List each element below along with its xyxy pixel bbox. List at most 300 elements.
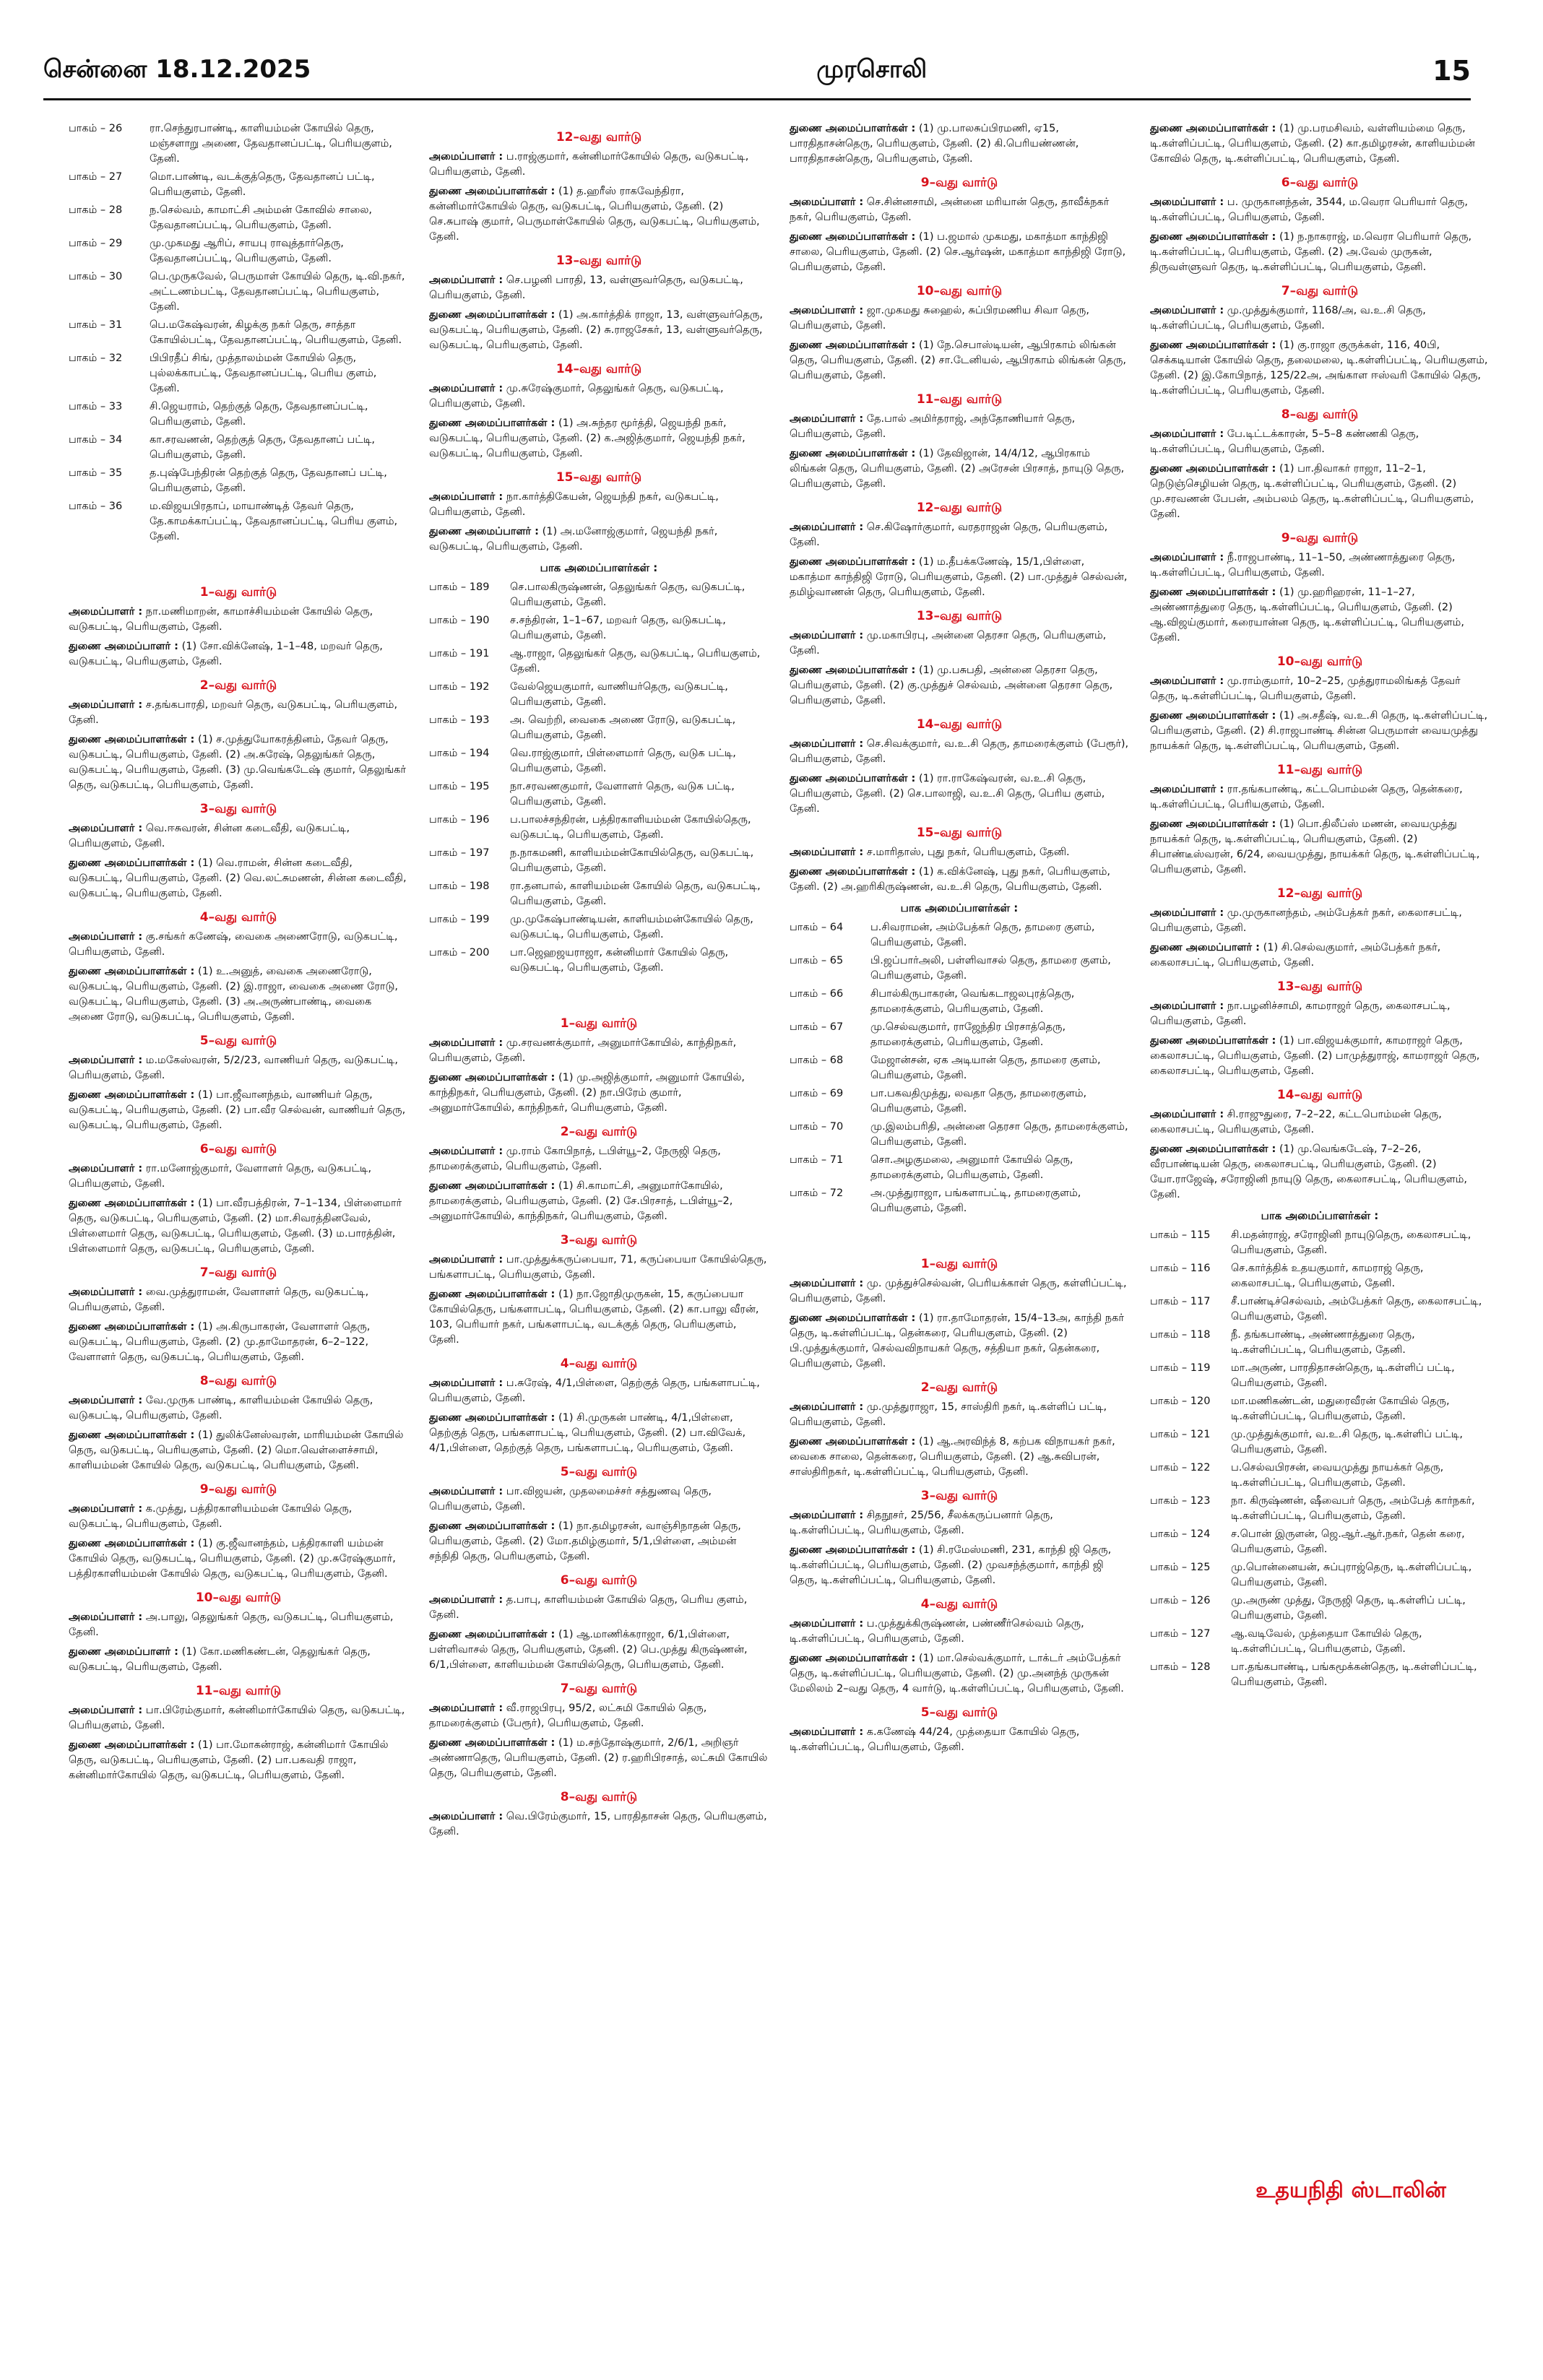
booth-number: பாகம் – 195 [429, 781, 490, 792]
organizer-details: (1) அ.கார்த்திக் ராஜா, 13, வள்ளுவர்தெரு, வடுகபட்டி, பெரியகுளம், தேனி. (2) சு.ராஜசேகர், 13, வள்ளுவர்தெரு, வடுகபட்டி, பெரியகுளம், தேனி. [429, 309, 763, 351]
ward-heading: 6–வது வார்டு [1281, 176, 1359, 190]
organizer-details: (1) மு.பாலசுப்பிரமணி, ஏ15, பாரதிதாசன்தெரு, பெரியகுளம், தேனி. (2) கி.பெரியண்ணன், பாரதிதாசன்தெரு, பெரியகுளம், தேனி. [790, 123, 1079, 165]
column-3 [790, 121, 1129, 2346]
role-label: அமைப்பாளர் : [69, 1705, 143, 1716]
ward-heading: 12–வது வார்டு [916, 501, 1003, 515]
booth-organizer: மு.செல்வகுமார், ராஜேந்திர பிரசாத்தெரு, தாமரைக்குளம், பெரியகுளம், தேனி. [870, 1021, 1066, 1048]
role-label: துணை அமைப்பாளர்கள் : [790, 665, 916, 676]
ward-heading: 10–வது வார்டு [916, 284, 1003, 298]
role-label: அமைப்பாளர் : [429, 1037, 503, 1049]
booth-number: பாகம் – 118 [1150, 1329, 1211, 1341]
page-number: 15 [1432, 55, 1471, 87]
booth-entry [69, 351, 408, 397]
booth-organizer: மு.அருண் முத்து, நேருஜி தெரு, டி.கள்ளிப் பட்டி, பெரியகுளம், தேனி. [1231, 1595, 1466, 1622]
organizer-entry [69, 1196, 408, 1257]
organizer-entry [1150, 121, 1490, 167]
booth-entry [69, 121, 408, 167]
booth-number: பாகம் – 196 [429, 814, 490, 826]
organizer-entry [429, 184, 769, 245]
ward-heading: 4–வது வார்டு [560, 1356, 638, 1371]
organizer-details: ரா.மனோஜ்குமார், வேளாளர் தெரு, வடுகபட்டி, பெரியகுளம், தேனி. [69, 1163, 372, 1190]
column-4 [1150, 121, 1490, 2346]
booth-organizer: அ.முத்துராஜா, பங்களாபட்டி, தாமரைகுளம், பெரியகுளம், தேனி. [870, 1187, 1081, 1214]
booth-organizer: ஆ.வடிவேல், முத்தையா கோயில் தெரு, டி.கள்ளிப்பட்டி, பெரியகுளம், தேனி. [1231, 1628, 1422, 1655]
booth-number: பாகம் – 200 [429, 947, 490, 959]
organizer-details: (1) வெ.ராமன், சின்ன கடைவீதி, வடுகபட்டி, பெரியகுளம், தேனி. (2) வெ.லட்சுமணன், சின்ன கடைவீதி, வடுகபட்டி, பெரியகுளம், தேனி. [69, 857, 407, 899]
organizer-details: (1) மா.செல்வக்குமார், டாக்டர் அம்பேத்கர் தெரு, டி.கள்ளிப்பட்டி, பெரியகுளம், தேனி. (2) மு.அனந்த் முருகன் மேலிலம் 2–வது தெரு, 4 வார்டு, டி.கள்ளிப்பட்டி, பெரியகுளம், தேனி. [790, 1653, 1124, 1695]
page-header [43, 51, 1471, 100]
role-label: அமைப்பாளர் : [429, 383, 503, 394]
booth-entry [429, 646, 769, 677]
organizer-details: த.பாபு, காளியம்மன் கோயில் தெரு, பெரிய குளம், தேனி. [429, 1594, 748, 1621]
role-label: துணை அமைப்பாளர்கள் : [69, 1089, 195, 1101]
ward-heading: 6–வது வார்டு [560, 1573, 638, 1588]
organizer-entry [69, 1645, 408, 1675]
organizer-entry [429, 1627, 769, 1673]
role-label: அமைப்பாளர் : [69, 931, 143, 943]
organizer-details: (1) ஆ.அரவிந்த் 8, கற்பக விநாயகர் நகர், வைகை சாலை, தென்கரை, பெரியகுளம், தேனி. (2) ஆ.சுவிபரன், சாஸ்திரிநகர், டி.கள்ளிப்பட்டி, பெரியகுளம், தேனி. [790, 1436, 1115, 1478]
booth-number: பாகம் – 127 [1150, 1628, 1211, 1640]
booth-number: பாகம் – 36 [69, 501, 123, 512]
booth-organizer: மா.மணிகண்டன், மதுரைவீரன் கோயில் தெரு, டி.கள்ளிப்பட்டி, பெரியகுளம், தேனி. [1231, 1395, 1450, 1422]
organizer-entry [790, 1276, 1129, 1307]
organizer-entry [790, 121, 1129, 167]
role-label: அமைப்பாளர் : [790, 1278, 864, 1289]
organizer-entry [429, 1484, 769, 1515]
organizer-details: பா.பிரேம்குமார், கன்னிமார்கோயில் தெரு, வடுகபட்டி, பெரியகுளம், தேனி. [69, 1705, 405, 1731]
organizer-details: மு.முத்துராஜா, 15, சாஸ்திரி நகர், டி.கள்ளிப் பட்டி, பெரியகுளம், தேனி. [790, 1401, 1107, 1428]
organizer-entry [790, 412, 1129, 442]
ward-heading: 8–வது வார்டு [199, 1374, 277, 1388]
role-label: அமைப்பாளர் : [69, 1163, 143, 1174]
ward-heading: 9–வது வார்டு [1281, 531, 1359, 545]
organizer-details: (1) அ.கிருபாகரன், வேளாளர் தெரு, வடுகபட்டி, பெரியகுளம், தேனி. (2) மு.தாமோதரன், 6–2–122, வேளாளர் தெரு, வடுகபட்டி, பெரியகுளம், தேனி. [69, 1321, 371, 1363]
organizer-entry [790, 663, 1129, 709]
organizer-entry [429, 1809, 769, 1840]
booth-organizer: ந.நாகமணி, காளியம்மன்கோயில்தெரு, வடுகபட்டி, பெரியகுளம், தேனி. [510, 847, 754, 874]
ward-heading: 4–வது வார்டு [920, 1597, 998, 1611]
organizer-details: ப.சுரேஷ், 4/1,பிள்ளை, தெற்குத் தெரு, பங்களாபட்டி, பெரியகுளம், தேனி. [429, 1377, 760, 1404]
organizer-entry [790, 845, 1129, 860]
role-label: துணை அமைப்பாளர்கள் : [790, 1544, 916, 1556]
booth-organizer: ப.சிவராமன், அம்பேத்கர் தெரு, தாமரை குளம், பெரியகுளம், தேனி. [870, 922, 1095, 948]
booth-organizer: பிபிரதீப் சிங், முத்தாலம்மன் கோயில் தெரு, புல்லக்காபட்டி, தேவதானப்பட்டி, பெரிய குளம், தேனி. [150, 352, 377, 394]
booth-number: பாகம் – 29 [69, 238, 123, 249]
booth-organizer: சீ.பாண்டிச்செல்வம், அம்பேத்கர் தெரு, கைலாசபட்டி, பெரியகுளம், தேனி. [1231, 1296, 1482, 1323]
booth-number: பாகம் – 70 [790, 1121, 844, 1133]
organizer-entry [790, 1543, 1129, 1588]
organizer-entry [429, 1701, 769, 1731]
organizer-details: (1) நா.தமிழரசன், வாஞ்சிநாதன் தெரு, பெரியகுளம், தேனி. (2) மோ.தமிழ்குமார், 5/1,பிள்ளை, அம்மன் சந்நிதி தெரு, பெரியகுளம், தேனி. [429, 1520, 741, 1562]
ward-heading: 1–வது வார்டு [560, 1016, 638, 1031]
organizer-details: நீ.ராஜபாண்டி, 11–1–50, அண்ணாத்துரை தெரு, டி.கள்ளிப்பட்டி, பெரியகுளம், தேனி. [1150, 552, 1456, 579]
booth-organizer: த.புஷ்பேந்திரன் தெற்குத் தெரு, தேவதானப் பட்டி, பெரியகுளம், தேனி. [150, 467, 387, 494]
organizer-details: (1) த.ஹரீஸ் ராகவேந்திரா, கன்னிமார்கோயில் தெரு, வடுகபட்டி, பெரியகுளம், தேனி. (2) செ.சுபாஷ் குமார், பெருமாள்கோயில் தெரு, வடுகபட்டி, பெரியகுளம், தேனி. [429, 186, 760, 243]
role-label: துணை அமைப்பாளர்கள் : [1150, 710, 1276, 722]
role-label: துணை அமைப்பாளர்கள் : [790, 339, 916, 351]
organizer-entry [69, 1088, 408, 1133]
organizer-details: (1) பா.ஜீவானந்தம், வாணியர் தெரு, வடுகபட்டி, பெரியகுளம், தேனி. (2) பா.வீர செல்வன், வாணியர் தெரு, வடுகபட்டி, பெரியகுளம், தேனி. [69, 1089, 406, 1131]
role-label: அமைப்பாளர் : [69, 606, 143, 618]
column-1 [69, 121, 408, 2346]
organizer-entry [790, 628, 1129, 659]
organizer-entry [790, 1617, 1129, 1647]
organizer-entry [69, 1536, 408, 1582]
organizer-entry [429, 1287, 769, 1348]
role-label: அமைப்பாளர் : [1150, 1109, 1224, 1120]
booth-number: பாகம் – 193 [429, 714, 490, 726]
organizer-details: ச.தங்கபாரதி, மறவர் தெரு, வடுகபட்டி, பெரியகுளம், தேனி. [69, 699, 398, 726]
organizer-details: ரா.தங்கபாண்டி, கட்டபொம்மன் தெரு, தென்கரை, டி.கள்ளிப்பட்டி, பெரியகுளம், தேனி. [1150, 784, 1463, 810]
booth-entry [429, 945, 769, 976]
organizer-details: (1) அ.சதீஷ், வ.உ.சி தெரு, டி.கள்ளிப்பட்டி, பெரியகுளம், தேனி. (2) சி.ராஜபாண்டி சின்ன பெருமாள் வையமுத்து நாயக்கர் தெரு, டி.கள்ளிப்பட்டி, பெரியகுளம், தேனி. [1150, 710, 1488, 752]
ward-heading: 15–வது வார்டு [916, 826, 1003, 840]
booth-number: பாகம் – 125 [1150, 1562, 1211, 1573]
booth-organizer: அ. வெற்றி, வைகை அணை ரோடு, வடுகபட்டி, பெரியகுளம், தேனி. [510, 714, 736, 741]
role-label: அமைப்பாளர் : [790, 1726, 864, 1738]
organizer-entry [790, 1651, 1129, 1697]
organizer-details: (1) க.விக்னேஷ், புது நகர், பெரியகுளம், தேனி. (2) அ.ஹரிகிருஷ்ணன், வ.உ.சி தெரு, பெரியகுளம், தேனி. [790, 866, 1110, 893]
booth-entry [429, 713, 769, 743]
organizer-entry [429, 381, 769, 412]
booth-number: பாகம் – 66 [790, 988, 844, 1000]
role-label: துணை அமைப்பாளர்கள் : [790, 773, 916, 784]
role-label: துணை அமைப்பாளர்கள் : [429, 417, 556, 429]
ward-heading: 10–வது வார்டு [195, 1591, 282, 1605]
booth-number: பாகம் – 123 [1150, 1495, 1211, 1507]
booth-number: பாகம் – 128 [1150, 1661, 1211, 1673]
organizer-entry [429, 524, 769, 555]
organizer-details: பா.முத்துக்கருப்பையா, 71, கருப்பையா கோயில்தெரு, பங்களாபட்டி, பெரியகுளம், தேனி. [429, 1254, 767, 1281]
organizer-details: தே.பால் அமிர்தராஜ், அந்தோணியார் தெரு, பெரியகுளம், தேனி. [790, 413, 1076, 440]
role-label: துணை அமைப்பாளர் : [69, 641, 178, 652]
booth-organizer: நா.சரவணகுமார், வேளாளர் தெரு, வடுக பட்டி, பெரியகுளம், தேனி. [510, 781, 735, 808]
role-label: துணை அமைப்பாளர்கள் : [429, 1629, 556, 1640]
organizer-details: மு.முத்துக்குமார், 1168/அ, வ.உ.சி தெரு, டி.கள்ளிப்பட்டி, பெரியகுளம், தேனி. [1150, 305, 1426, 332]
organizer-details: (1) தேவிஜான், 14/4/12, ஆபிரகாம் லிங்கன் தெரு, பெரியகுளம், தேனி. (2) அரேசன் பிரசாத், நாயுடு தெரு, பெரியகுளம், தேனி. [790, 448, 1125, 490]
organizer-details: நா.கார்த்திகேயன், ஜெயந்தி நகர், வடுகபட்டி, பெரியகுளம், தேனி. [429, 491, 719, 518]
organizer-entry [1150, 303, 1490, 334]
organizer-entry [790, 1725, 1129, 1755]
organizer-details: (1) நே.செபாஸ்டியன், ஆபிரகாம் லிங்கன் தெரு, பெரியகுளம், தேனி. (2) சா.டேனியல், ஆபிரகாம் லிங்கன் தெரு, பெரியகுளம், தேனி. [790, 339, 1127, 381]
organizer-entry [790, 303, 1129, 334]
organizer-entry [1150, 817, 1490, 878]
organizer-entry [429, 1593, 769, 1623]
booth-organizer: மு.முகேஷ்பாண்டியன், காளியம்மன்கோயில் தெரு, வடுகபட்டி, பெரியகுளம், தேனி. [510, 914, 753, 940]
header-date: சென்னை 18.12.2025 [43, 55, 311, 84]
role-label: துணை அமைப்பாளர்கள் : [69, 857, 195, 869]
organizer-entry [429, 150, 769, 180]
organizer-details: (1) பொ.திலீப்ஸ் மணன், வையமுத்து நாயக்கர் தெரு, டி.கள்ளிப்பட்டி, பெரியகுளம், தேனி. (2) சிபாண்டீஸ்வரன், 6/24, வையமுத்து, நாயக்கர் தெரு, டி.கள்ளிப்பட்டி, பெரியகுளம், தேனி. [1150, 818, 1480, 875]
role-label: அமைப்பாளர் : [69, 1055, 143, 1066]
organizer-details: வீ.ராஜபிரபு, 95/2, லட்சுமி கோயில் தெரு, தாமரைக்குளம் (பேரூர்), பெரியகுளம், தேனி. [429, 1702, 707, 1729]
booth-entry [790, 987, 1129, 1017]
organizer-entry [429, 1179, 769, 1224]
booth-number: பாகம் – 30 [69, 271, 123, 282]
organizer-details: (1) சி.காமாட்சி, அனுமார்கோயில், தாமரைக்குளம், பெரியகுளம், தேனி. (2) சே.பிரசாத், டபிள்யூ–2, அனுமார்கோயில், காந்திநகர், பெரியகுளம், தேனி. [429, 1180, 733, 1222]
role-label: துணை அமைப்பாளர்கள் : [1150, 818, 1276, 830]
booth-number: பாகம் – 27 [69, 171, 123, 183]
organizer-entry [69, 1320, 408, 1365]
ward-heading: 12–வது வார்டு [1276, 886, 1363, 901]
role-label: அமைப்பாளர் : [429, 1486, 503, 1497]
booth-organizer: பா.ஜெஹஜயராஜா, கன்னிமார் கோயில் தெரு, வடுகபட்டி, பெரியகுளம், தேனி. [510, 947, 729, 974]
role-label: அமைப்பாளர் : [790, 413, 864, 425]
booth-entry [790, 953, 1129, 984]
booth-organizer: மு.இலம்பரிதி, அன்னை தெரசா தெரு, தாமரைக்குளம், பெரியகுளம், தேனி. [870, 1121, 1128, 1148]
booth-entry [69, 236, 408, 267]
role-label: அமைப்பாளர் : [429, 151, 503, 163]
organizer-details: வெ.ஈசுவரன், சின்ன கடைவீதி, வடுகபட்டி, பெரியகுளம், தேனி. [69, 823, 350, 849]
newspaper-name: முரசொலி [816, 55, 928, 84]
organizer-details: (1) துலிக்னேஸ்வரன், மாரியம்மன் கோயில் தெரு, வடுகபட்டி, பெரியகுளம், தேனி. (2) மொ.வெள்ளைச்சாமி, காளியம்மன் கோயில் தெரு, வடுகபட்டி, பெரியகுளம், தேனி. [69, 1429, 404, 1471]
organizer-entry [69, 964, 408, 1025]
organizer-details: சி.ராஜுதுரை, 7–2–22, கட்டபொம்மன் தெரு, கைலாசபட்டி, பெரியகுளம், தேனி. [1150, 1109, 1442, 1135]
organizer-entry [1150, 782, 1490, 813]
ward-heading: 1–வது வார்டு [920, 1257, 998, 1271]
role-label: அமைப்பாளர் : [1150, 907, 1224, 919]
organizer-entry [429, 1736, 769, 1781]
organizer-details: (1) அ.சுந்தர மூர்த்தி, ஜெயந்தி நகர், வடுகபட்டி, பெரியகுளம், தேனி. (2) க.அஜித்குமார், ஜெயந்தி நகர், வடுகபட்டி, பெரியகுளம், தேனி. [429, 417, 745, 459]
ward-heading: 14–வது வார்டு [556, 362, 642, 376]
ward-heading: 5–வது வார்டு [199, 1034, 277, 1048]
booth-organizer: பெ.மகேஷ்வரன், கிழக்கு நகர் தெரு, சாத்தா கோயில்பட்டி, தேவதானப்பட்டி, பெரியகுளம், தேனி. [150, 319, 402, 346]
role-label: துணை அமைப்பாளர்கள் : [1150, 339, 1276, 351]
booth-entry [1150, 1328, 1490, 1358]
organizer-details: (1) உ.அனுத், வைகை அணைரோடு, வடுகபட்டி, பெரியகுளம், தேனி. (2) இ.ராஜா, வைகை அணை ரோடு, வடுகபட்டி, பெரியகுளம், தேனி. (3) அ.அருண்பாண்டி, வைகை அணை ரோடு, வடுகபட்டி, பெரியகுளம், தேனி. [69, 966, 399, 1023]
role-label: துணை அமைப்பாளர்கள் : [429, 1289, 556, 1300]
ward-heading: 4–வது வார்டு [199, 910, 277, 925]
role-label: துணை அமைப்பாளர்கள் : [790, 448, 916, 459]
organizer-entry [69, 1161, 408, 1192]
booth-number: பாகம் – 35 [69, 467, 123, 479]
organizer-entry [790, 1508, 1129, 1539]
organizer-details: வே.முருக பாண்டி, காளியம்மன் கோயில் தெரு, வடுகபட்டி, பெரியகுளம், தேனி. [69, 1395, 373, 1421]
organizer-details: (1) கோ.மணிகண்டன், தெலுங்கர் தெரு, வடுகபட்டி, பெரியகுளம், தேனி. [69, 1646, 371, 1673]
booth-entry [1150, 1627, 1490, 1657]
booth-number: பாகம் – 64 [790, 922, 844, 933]
organizer-details: (1) ஆ.மாணிக்கராஜா, 6/1,பிள்ளை, பள்ளிவாசல் தெரு, பெரியகுளம், தேனி. (2) பெ.முத்து கிருஷ்ணன், 6/1,பிள்ளை, காளியம்மன் கோயில்தெரு, பெரியகுளம், தேனி. [429, 1629, 748, 1671]
booth-organizer: வெ.ராஜ்குமார், பிள்ளைமார் தெரு, வடுக பட்டி, பெரியகுளம், தேனி. [510, 748, 736, 774]
role-label: அமைப்பாளர் : [790, 305, 864, 316]
booth-entry [1150, 1461, 1490, 1491]
booth-number: பாகம் – 32 [69, 352, 123, 364]
organizer-entry [69, 1285, 408, 1315]
organizer-entry [1150, 1034, 1490, 1079]
role-label: அமைப்பாளர் : [790, 630, 864, 641]
organizer-entry [1150, 906, 1490, 936]
booth-organizer: நா. கிருஷ்ணன், ஷீவைபர் தெரு, அம்பேத் கார்நகர், டி.கள்ளிப்பட்டி, பெரியகுளம், தேனி. [1231, 1495, 1475, 1522]
organizer-details: (1) ப.ஜமால் முகமது, மகாத்மா காந்திஜி சாலை, பெரியகுளம், தேனி. (2) செ.ஆர்ஷன், மகாத்மா காந்திஜி ரோடு, பெரியகுளம், தேனி. [790, 231, 1126, 273]
ward-heading: 5–வது வார்டு [560, 1465, 638, 1479]
organizer-details: (1) பா.திவாகர் ராஜா, 11–2–1, நெடுஞ்செழியன் தெரு, டி.கள்ளிப்பட்டி, பெரியகுளம், தேனி. (2) மு.சரவணன் பேபன், அம்பலம் தெரு, டி.கள்ளிப்பட்டி, பெரியகுளம், தேனி. [1150, 463, 1474, 520]
booth-entry [1150, 1261, 1490, 1291]
organizer-details: மு. முத்துச்செல்வன், பெரியக்காள் தெரு, கள்ளிப்பட்டி, பெரியகுளம், தேனி. [790, 1278, 1127, 1304]
booth-organizer: ப.செல்வபிரசன், வையமுத்து நாயக்கர் தெரு, டி.கள்ளிப்பட்டி, பெரியகுளம், தேனி. [1231, 1462, 1444, 1489]
booth-number: பாகம் – 33 [69, 401, 123, 412]
organizer-details: (1) ரா.தாமோதரன், 15/4–13அ, காந்தி நகர் தெரு, டி.கள்ளிப்பட்டி, தென்கரை, பெரியகுளம், தேனி. (2) பி.முத்துக்குமார், செல்வவிநாயகர் தெரு, சத்தியா நகர், தென்கரை, பெரியகுளம், தேனி. [790, 1312, 1124, 1369]
booth-number: பாகம் – 67 [790, 1021, 844, 1033]
booth-number: பாகம் – 191 [429, 648, 490, 659]
booth-number: பாகம் – 65 [790, 955, 844, 966]
role-label: அமைப்பாளர் : [429, 1811, 503, 1822]
booth-number: பாகம் – 190 [429, 615, 490, 626]
role-label: அமைப்பாளர் : [790, 1510, 864, 1521]
organizer-details: மு.சுரேஷ்குமார், தெலுங்கர் தெரு, வடுகபட்டி, பெரியகுளம், தேனி. [429, 383, 724, 410]
organizer-entry [429, 1036, 769, 1066]
organizer-details: (1) பா.மோகன்ராஜ், கன்னிமார் கோயில் தெரு, வடுகபட்டி, பெரியகுளம், தேனி. (2) பா.பகவதி ராஜா, கன்னிமார்கோயில் தெரு, வடுகபட்டி, பெரியகுளம், தேனி. [69, 1739, 389, 1781]
organizer-entry [1150, 940, 1490, 971]
ward-heading: 5–வது வார்டு [920, 1705, 998, 1720]
organizer-details: ச.மாரிதாஸ், புது நகர், பெரியகுளம், தேனி. [866, 847, 1070, 858]
booth-number: பாகம் – 28 [69, 204, 123, 216]
organizer-details: க.முத்து, பத்திரகாளியம்மன் கோயில் தெரு, வடுகபட்டி, பெரியகுளம், தேனி. [69, 1503, 353, 1530]
spacer [429, 979, 769, 1008]
booth-organizer: பெ.முருகவேல், பெருமாள் கோயில் தெரு, டி.வி.நகர், அட்டணம்பட்டி, தேவதானப்பட்டி, பெரியகுளம், தேனி. [150, 271, 405, 313]
booth-number: பாகம் – 72 [790, 1187, 844, 1199]
booth-entry [69, 499, 408, 545]
ward-heading: 2–வது வார்டு [199, 678, 277, 693]
organizer-details: (1) ச.முத்துயோகரத்தினம், தேவர் தெரு, வடுகபட்டி, பெரியகுளம், தேனி. (2) அ.சுரேஷ், தெலுங்கர் தெரு, வடுகபட்டி, பெரியகுளம், தேனி. (3) மு.வெங்கடேஷ் குமார், தெலுங்கர் தெரு, வடுகபட்டி, பெரியகுளம், தேனி. [69, 734, 406, 791]
organizer-entry [69, 1703, 408, 1734]
organizer-details: (1) மு.வெங்கடேஷ், 7–2–26, வீரபாண்டியன் தெரு, கைலாசபட்டி, பெரியகுளம், தேனி. (2) யோ.ராஜேஷ், சரோஜினி நாயுடு தெரு, கைலாசபட்டி, பெரியகுளம், தேனி. [1150, 1143, 1467, 1200]
organizer-entry [429, 273, 769, 303]
spacer [69, 548, 408, 576]
booth-entry [429, 580, 769, 610]
organizer-entry [1150, 585, 1490, 646]
role-label: அமைப்பாளர் : [790, 1401, 864, 1413]
booth-organizer: செ.பாலகிருஷ்ணன், தெலுங்கர் தெரு, வடுகபட்டி, பெரியகுளம், தேனி. [510, 581, 745, 608]
organizer-details: நா.பழனிச்சாமி, காமராஜர் தெரு, கைலாசபட்டி, பெரியகுளம், தேனி. [1150, 1000, 1451, 1027]
role-label: அமைப்பாளர் : [790, 1618, 864, 1630]
booth-organizer: மு.முகமது ஆரிப், சாயபு ராவுத்தார்தெரு, தேவதானப்பட்டி, பெரியகுளம், தேனி. [150, 238, 344, 264]
booth-entry [69, 399, 408, 430]
role-label: அமைப்பாளர் : [69, 699, 143, 711]
booth-number: பாகம் – 124 [1150, 1528, 1211, 1540]
organizer-details: செ.பழனி பாரதி, 13, வள்ளுவர்தெரு, வடுகபட்டி, பெரியகுளம், தேனி. [429, 274, 743, 301]
booth-entry [790, 1020, 1129, 1050]
role-label: துணை அமைப்பாளர்கள் : [790, 231, 916, 243]
organizer-entry [1150, 674, 1490, 704]
role-label: துணை அமைப்பாளர்கள் : [69, 1321, 195, 1333]
booth-entry [429, 613, 769, 644]
organizer-details: (1) ம.தீபக்கணேஷ், 15/1,பிள்ளை, மகாத்மா காந்திஜி ரோடு, பெரியகுளம், தேனி. (2) பா.முத்துச் செல்வன், தமிழ்வாணன் தெரு, பெரியகுளம், தேனி. [790, 556, 1128, 598]
organizer-details: மு.சரவணக்குமார், அனுமார்கோயில், காந்திநகர், பெரியகுளம், தேனி. [429, 1037, 737, 1064]
booth-entry [429, 680, 769, 710]
role-label: அமைப்பாளர் : [790, 847, 864, 858]
ward-heading: 2–வது வார்டு [920, 1380, 998, 1395]
booth-organizer: செ.கார்த்திக் உதயகுமார், காமராஜ் தெரு, கைலாசபட்டி, பெரியகுளம், தேனி. [1231, 1263, 1424, 1289]
organizer-details: மு.மகாபிரபு, அன்னை தெரசா தெரு, பெரியகுளம், தேனி. [790, 630, 1107, 657]
role-label: துணை அமைப்பாளர்கள் : [429, 1520, 556, 1532]
ward-heading: 7–வது வார்டு [199, 1265, 277, 1280]
organizer-entry [69, 1502, 408, 1532]
booth-organizer: ச.பொன் இருளன், ஜெ.ஆர்.ஆர்.நகர், தென் கரை, பெரியகுளம், தேனி. [1231, 1528, 1465, 1555]
booth-number: பாகம் – 197 [429, 847, 490, 859]
role-label: அமைப்பாளர் : [69, 1611, 143, 1623]
role-label: அமைப்பாளர் : [790, 738, 864, 750]
role-label: அமைப்பாளர் : [429, 1702, 503, 1714]
role-label: துணை அமைப்பாளர்கள் : [429, 1737, 556, 1749]
organizer-entry [790, 520, 1129, 550]
organizer-entry [1150, 550, 1490, 581]
booth-organizer: சி.ஜெயராம், தெற்குத் தெரு, தேவதானப்பட்டி, பெரியகுளம், தேனி. [150, 401, 368, 428]
ward-heading: 3–வது வார்டு [920, 1489, 998, 1503]
spacer [790, 1219, 1129, 1248]
organizer-details: (1) பா.வீரபத்திரன், 7–1–134, பிள்ளைமார் தெரு, வடுகபட்டி, பெரியகுளம், தேனி. (2) மா.சிவரத்தினவேல், பிள்ளைமார் தெரு, வடுகபட்டி, பெரியகுளம், தேனி. (3) ம.பாரத்தின், பிள்ளைமார் தெரு, வடுகபட்டி, பெரியகுளம், தேனி. [69, 1198, 402, 1255]
organizer-details: (1) சி.செல்வகுமார், அம்பேத்கர் நகர், கைலாசபட்டி, பெரியகுளம், தேனி. [1150, 942, 1441, 969]
booth-organizer: ரா.தனபால், காளியம்மன் கோயில் தெரு, வடுகபட்டி, பெரியகுளம், தேனி. [510, 880, 761, 907]
organizer-entry [1150, 462, 1490, 522]
organizer-details: (1) சோ.விக்னேஷ், 1–1–48, மறவர் தெரு, வடுகபட்டி, பெரியகுளம், தேனி. [69, 641, 383, 667]
organizer-details: செ.கிஷோர்குமார், வரதராஜன் தெரு, பெரியகுளம், தேனி. [790, 522, 1108, 548]
booth-number: பாகம் – 126 [1150, 1595, 1211, 1606]
booth-entry [1150, 1527, 1490, 1557]
organizer-details: (1) சி.முருகன் பாண்டி, 4/1,பிள்ளை, தெற்குத் தெரு, பங்களாபட்டி, பெரியகுளம், தேனி. (2) பா.விவேக், 4/1,பிள்ளை, தெற்குத் தெரு, பங்களாபட்டி, பெரியகுளம், தேனி. [429, 1412, 746, 1454]
ward-heading: 7–வது வார்டு [560, 1682, 638, 1696]
booth-entry [1150, 1560, 1490, 1591]
organizer-entry [790, 195, 1129, 225]
ward-heading: 11–வது வார்டு [1276, 763, 1363, 777]
booth-entry [1150, 1361, 1490, 1391]
booth-organizer: சிபால்கிருபாகரன், வெங்கடாஜலபுரத்தெரு, தாமரைக்குளம், பெரியகுளம், தேனி. [870, 988, 1075, 1015]
organizer-details: (1) மு.அஜித்குமார், அனுமார் கோயில், காந்திநகர், பெரியகுளம், தேனி. (2) நா.பிரேம் குமார், அனுமார்கோயில், காந்திநகர், பெரியகுளம், தேனி. [429, 1072, 745, 1114]
booth-entry [429, 879, 769, 909]
role-label: அமைப்பாளர் : [69, 823, 143, 834]
booth-entry [69, 318, 408, 348]
section-heading: பாக அமைப்பாளர்கள் : [1261, 1209, 1379, 1222]
organizer-details: (1) சி.ரமேஸ்மணி, 231, காந்தி ஜி தெரு, டி.கள்ளிப்பட்டி, பெரியகுளம், தேனி. (2) முவசந்த்குமார், காந்தி ஜி தெரு, டி.கள்ளிப்பட்டி, பெரியகுளம், தேனி. [790, 1544, 1112, 1586]
organizer-entry [429, 308, 769, 353]
booth-entry [1150, 1593, 1490, 1624]
organizer-details: (1) ந.நாகராஜ், ம.வெரா பெரியார் தெரு, டி.கள்ளிப்பட்டி, பெரியகுளம், தேனி. (2) அ.வேல் முருகன், திருவள்ளுவர் தெரு, டி.கள்ளிப்பட்டி, பெரியகுளம், தேனி. [1150, 231, 1472, 273]
booth-entry [429, 813, 769, 843]
booth-entry [69, 433, 408, 463]
organizer-entry [69, 732, 408, 793]
booth-number: பாகம் – 119 [1150, 1362, 1211, 1374]
booth-number: பாகம் – 26 [69, 123, 123, 134]
booth-number: பாகம் – 120 [1150, 1395, 1211, 1407]
booth-organizer: சொ.அழகுமலை, அனுமார் கோயில் தெரு, தாமரைக்குளம், பெரியகுளம், தேனி. [870, 1154, 1073, 1181]
organizer-entry [429, 1070, 769, 1116]
organizer-details: செ.சின்னசாமி, அன்னை மரியான் தெரு, தாவீக்நகர் நகர், பெரியகுளம், தேனி. [790, 196, 1110, 223]
booth-organizer: பி.ஜப்பார்அலி, பள்ளிவாசல் தெரு, தாமரை குளம், பெரியகுளம், தேனி. [870, 955, 1111, 982]
organizer-entry [69, 1610, 408, 1640]
booth-number: பாகம் – 192 [429, 681, 490, 693]
role-label: அமைப்பாளர் : [790, 196, 864, 208]
role-label: அமைப்பாளர் : [1150, 784, 1224, 795]
ward-heading: 13–வது வார்டு [1276, 979, 1363, 994]
role-label: துணை அமைப்பாளர்கள் : [429, 1412, 556, 1424]
organizer-details: (1) கு.ஜீவானந்தம், பத்திரகாளி யம்மன் கோயில் தெரு, வடுகபட்டி, பெரியகுளம், தேனி. (2) மு.சுரேஷ்குமார், பத்திரகாளியம்மன் கோயில் தெரு, வடுகபட்டி, பெரியகுளம், தேனி. [69, 1538, 396, 1580]
organizer-details: (1) ரா.ராகேஷ்வரன், வ.உ.சி தெரு, பெரியகுளம், தேனி. (2) செ.பாலாஜி, வ.உ.சி தெரு, பெரிய குளம், தேனி. [790, 773, 1105, 815]
role-label: அமைப்பாளர் : [790, 522, 864, 533]
signature-name: உதயநிதி ஸ்டாலின் [1255, 2178, 1446, 2203]
ward-heading: 3–வது வார்டு [560, 1233, 638, 1247]
organizer-details: சிதநூசர், 25/56, சீலக்கருப்பனார் தெரு, டி.கள்ளிப்பட்டி, பெரியகுளம், தேனி. [790, 1510, 1053, 1536]
organizer-entry [429, 1376, 769, 1406]
booth-entry [429, 779, 769, 810]
role-label: துணை அமைப்பாளர்கள் : [790, 866, 916, 878]
organizer-entry [69, 1053, 408, 1083]
booth-entry [1150, 1394, 1490, 1424]
ward-heading: 12–வது வார்டு [556, 130, 642, 144]
organizer-entry [429, 416, 769, 462]
organizer-details: பே.டிட்டக்காரன், 5–5–8 கண்ணகி தெரு, டி.கள்ளிப்பட்டி, பெரியகுளம், தேனி. [1150, 428, 1419, 455]
organizer-entry [1150, 1107, 1490, 1138]
role-label: அமைப்பாளர் : [1150, 428, 1224, 440]
organizer-entry [790, 555, 1129, 600]
